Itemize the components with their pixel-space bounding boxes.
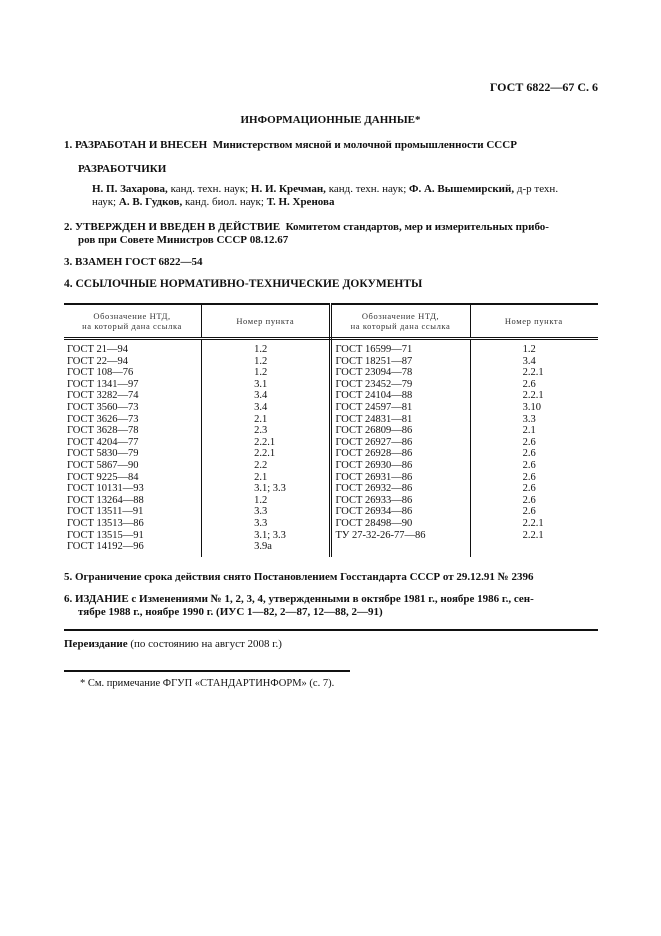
document-designation (331, 541, 470, 557)
item-1 (64, 139, 517, 151)
table-row (64, 390, 598, 402)
clause-number: 3.3 (522, 413, 536, 425)
document-designation: ГОСТ 9225—84 (64, 472, 202, 484)
table-row (64, 506, 598, 518)
reissue-label: Переиздание (64, 638, 128, 650)
clause-number: 2.6 (522, 459, 536, 471)
clause-number: 2.2.1 (522, 367, 544, 379)
divider (64, 629, 598, 631)
clause-number: 2.2.1 (202, 437, 331, 449)
item-2-label: 2. УТВЕРЖДЕН И ВВЕДЕН В ДЕЙСТВИЕ (64, 221, 281, 233)
clause-number: 1.2 (522, 344, 536, 355)
developer-name: Т. Н. Хренова (266, 196, 335, 208)
clause-number: 2.1 (202, 472, 331, 484)
document-designation: ГОСТ 26927—86 (331, 437, 470, 449)
document-designation: ГОСТ 5867—90 (64, 460, 202, 472)
clause-number: 2.6 (522, 506, 536, 518)
clause-number: 3.3 (202, 506, 331, 518)
clause-number: 2.3 (202, 425, 331, 437)
clause-number: 2.2 (202, 460, 331, 472)
developer-degree: канд. техн. наук; (325, 183, 410, 195)
clause-number (470, 541, 598, 557)
item-5: 5. Ограничение срока действия снято Постановлением Госстандарта СССР от 29.12.91 № 2396 (64, 571, 534, 583)
section-title: ИНФОРМАЦИОННЫЕ ДАННЫЕ* (240, 114, 421, 126)
document-designation: ГОСТ 13511—91 (64, 506, 202, 518)
document-designation: ГОСТ 5830—79 (64, 448, 202, 460)
clause-number: 3.10 (522, 401, 541, 413)
document-designation: ГОСТ 3282—74 (64, 390, 202, 402)
table-row (64, 425, 598, 437)
table-header-row (64, 304, 598, 339)
table-row (64, 448, 598, 460)
footnote-divider (64, 670, 350, 672)
column-header-clause: Номер пункта (202, 304, 331, 339)
table-row (64, 518, 598, 530)
document-designation: ГОСТ 26931—86 (331, 472, 470, 484)
clause-number: 1.2 (202, 495, 331, 507)
document-designation: ГОСТ 26933—86 (331, 495, 470, 507)
referenced-documents-table (64, 303, 598, 557)
clause-number: 2.6 (522, 448, 536, 460)
clause-number: 3.3 (202, 518, 331, 530)
footnote: * См. примечание ФГУП «СТАНДАРТИНФОРМ» (с. 7). (80, 678, 335, 689)
item-2-line-2: ров при Совете Министров СССР 08.12.67 (78, 234, 289, 246)
document-designation: ГОСТ 10131—93 (64, 483, 202, 495)
document-designation: ГОСТ 28498—90 (331, 518, 470, 530)
document-designation: ГОСТ 13264—88 (64, 495, 202, 507)
document-designation: ГОСТ 108—76 (64, 367, 202, 379)
table-row (64, 460, 598, 472)
document-designation: ГОСТ 26932—86 (331, 483, 470, 495)
document-designation: ГОСТ 1341—97 (64, 379, 202, 391)
document-designation: ГОСТ 21—94 (64, 339, 202, 356)
clause-number: 3.9а (202, 541, 331, 557)
document-designation: ГОСТ 26930—86 (331, 460, 470, 472)
reissue-note (64, 638, 282, 650)
clause-number: 2.6 (522, 436, 536, 448)
table-row (64, 541, 598, 557)
clause-number: 3.1; 3.3 (202, 530, 331, 542)
developers-line-2 (92, 196, 334, 208)
item-3: 3. ВЗАМЕН ГОСТ 6822—54 (64, 256, 203, 268)
clause-number: 3.1; 3.3 (202, 483, 331, 495)
clause-number: 2.2.1 (202, 448, 331, 460)
developer-degree: канд. техн. наук; (167, 183, 251, 195)
document-designation: ТУ 27-32-26-77—86 (331, 530, 470, 542)
clause-number: 2.6 (522, 483, 536, 495)
clause-number: 2.6 (522, 471, 536, 483)
document-designation: ГОСТ 4204—77 (64, 437, 202, 449)
document-designation: ГОСТ 14192—96 (64, 541, 202, 557)
table-row (64, 495, 598, 507)
developer-name: Н. И. Кречман, (250, 183, 326, 195)
item-6-line-1: 6. ИЗДАНИЕ с Изменениями № 1, 2, 3, 4, утвержденными в октябре 1981 г., ноябре 1986 г., сен- (64, 593, 534, 605)
document-designation: ГОСТ 3626—73 (64, 414, 202, 426)
clause-number: 2.2.1 (522, 390, 544, 402)
table-row (64, 402, 598, 414)
document-designation: ГОСТ 22—94 (64, 356, 202, 368)
developer-degree: наук; (92, 196, 119, 208)
table-row (64, 530, 598, 542)
item-2-line-1 (64, 221, 549, 233)
item-6-line-2: тябре 1988 г., ноябре 1990 г. (ИУС 1—82, 2—87, 12—88, 2—91) (78, 606, 383, 618)
table-row (64, 437, 598, 449)
document-designation: ГОСТ 23094—78 (331, 367, 470, 379)
clause-number: 2.6 (522, 378, 536, 390)
developer-name: Н. П. Захарова, (92, 183, 168, 195)
table-row (64, 414, 598, 426)
clause-number: 2.2.1 (522, 529, 544, 541)
clause-number: 3.1 (202, 379, 331, 391)
table-row (64, 339, 598, 356)
clause-number: 3.4 (202, 402, 331, 414)
document-designation: ГОСТ 3628—78 (64, 425, 202, 437)
developer-degree: канд. биол. наук; (182, 196, 267, 208)
developers-heading: РАЗРАБОТЧИКИ (78, 163, 167, 175)
clause-number: 3.4 (202, 390, 331, 402)
developer-name: А. В. Гудков, (118, 196, 183, 208)
item-1-label: 1. РАЗРАБОТАН И ВНЕСЕН (64, 139, 208, 151)
document-designation: ГОСТ 26809—86 (331, 425, 470, 437)
developers-line-1 (92, 183, 558, 195)
clause-number: 2.1 (522, 425, 536, 437)
item-4: 4. ССЫЛОЧНЫЕ НОРМАТИВНО-ТЕХНИЧЕСКИЕ ДОКУМЕНТЫ (64, 278, 423, 290)
table-row (64, 379, 598, 391)
table-row (64, 472, 598, 484)
document-reference: ГОСТ 6822—67 С. 6 (489, 80, 598, 94)
table-row (64, 356, 598, 368)
table-row (64, 483, 598, 495)
reissue-text: (по состоянию на август 2008 г.) (127, 638, 282, 650)
document-designation: ГОСТ 26928—86 (331, 448, 470, 460)
document-designation: ГОСТ 3560—73 (64, 402, 202, 414)
clause-number: 3.4 (522, 355, 536, 367)
table-row (64, 367, 598, 379)
document-designation: ГОСТ 13515—91 (64, 530, 202, 542)
document-designation: ГОСТ 13513—86 (64, 518, 202, 530)
document-designation: ГОСТ 26934—86 (331, 506, 470, 518)
item-1-text: Министерством мясной и молочной промышленности СССР (212, 139, 517, 151)
document-designation: ГОСТ 24597—81 (331, 402, 470, 414)
document-designation: ГОСТ 16599—71 (331, 339, 470, 356)
document-designation: ГОСТ 18251—87 (331, 356, 470, 368)
column-header-designation: Обозначение НТД, на который дана ссылка (331, 304, 470, 339)
clause-number: 1.2 (202, 356, 331, 368)
clause-number: 1.2 (202, 367, 331, 379)
clause-number: 1.2 (202, 339, 331, 356)
column-header-designation: Обозначение НТД, на который дана ссылка (64, 304, 202, 339)
clause-number: 2.2.1 (522, 517, 544, 529)
developer-name: Ф. А. Вышемирский, (409, 183, 515, 195)
document-designation: ГОСТ 24831—81 (331, 414, 470, 426)
document-designation: ГОСТ 24104—88 (331, 390, 470, 402)
clause-number: 2.1 (202, 414, 331, 426)
document-designation: ГОСТ 23452—79 (331, 379, 470, 391)
column-header-clause: Номер пункта (470, 304, 598, 339)
item-2-text: Комитетом стандартов, мер и измерительных прибо- (285, 221, 549, 233)
clause-number: 2.6 (522, 494, 536, 506)
developer-degree: д-р техн. (514, 183, 559, 195)
